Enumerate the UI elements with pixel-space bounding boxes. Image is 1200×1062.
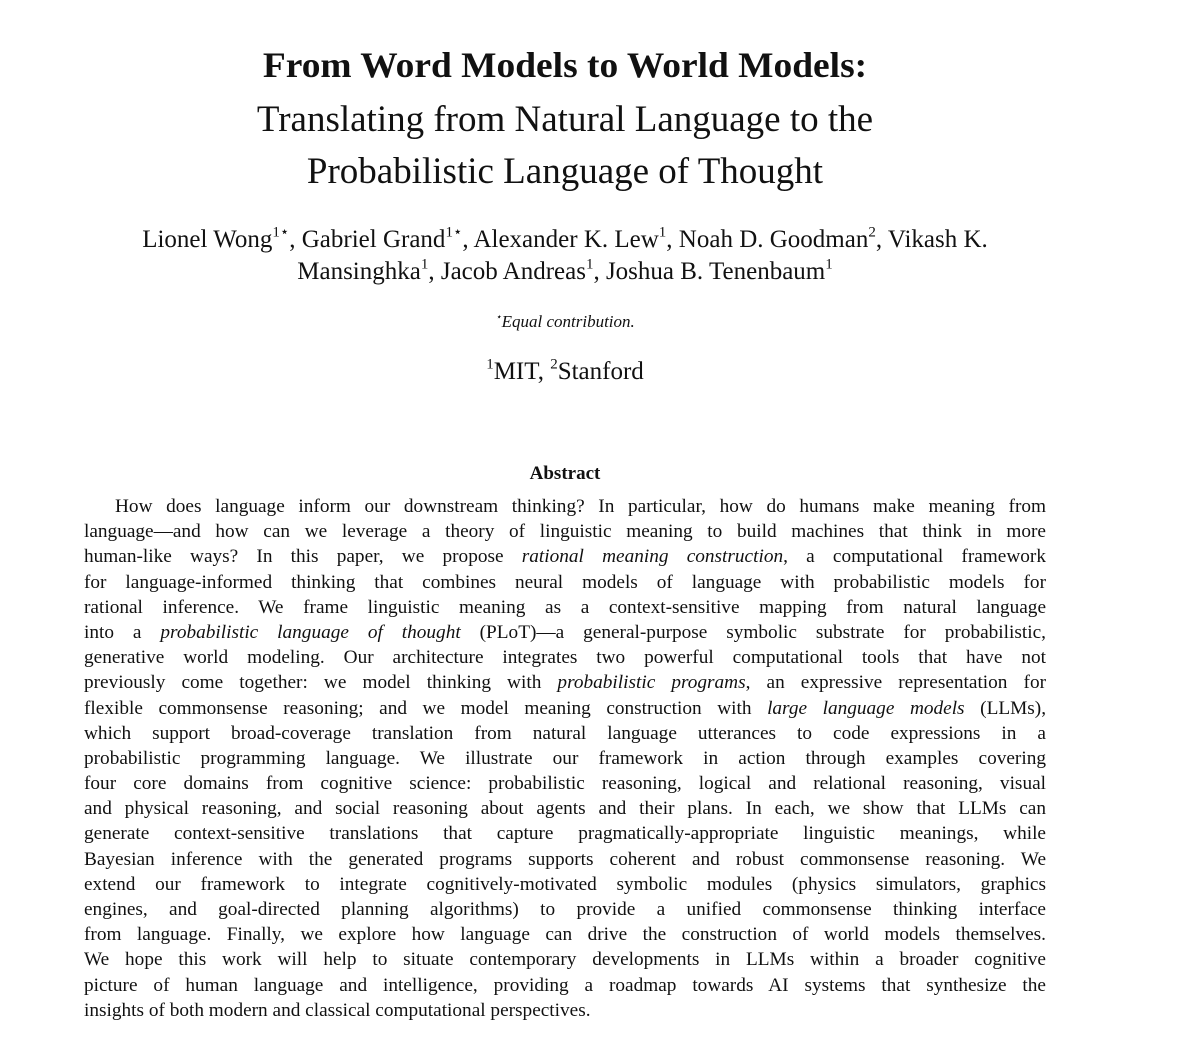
abstract-text: human-like ways? In this paper, we propose	[84, 546, 522, 568]
abstract-text: picture of human language and intelligence, providing a roadmap towards AI systems that synthesize the	[84, 974, 1046, 996]
abstract-text: Bayesian inference with the generated programs supports coherent and robust commonsense reasoning. We	[84, 848, 1046, 870]
authors-line-2: Mansinghka$^1$, Jacob Andreas$^1$, Joshua B. Tenenbaum$^1$	[297, 256, 833, 285]
abstract-text: flexible commonsense reasoning; and we model meaning construction with	[84, 697, 768, 719]
affiliation-mark: 1	[658, 224, 667, 241]
author-name: Alexander K. Lew	[473, 226, 659, 253]
emphasized-term: probabilistic programs	[557, 672, 746, 694]
abstract-text: insights of both modern and classical computational perspectives.	[84, 999, 591, 1021]
abstract-text: which support broad-coverage translation from natural language utterances to code expressions in a	[84, 722, 1046, 744]
abstract-line	[84, 922, 1046, 947]
abstract-line	[84, 696, 1046, 721]
affiliation-mark: 2	[550, 356, 558, 373]
abstract-line	[84, 796, 1046, 821]
abstract-text: generative world modeling. Our architecture integrates two powerful computational tools that have not	[84, 647, 1046, 669]
affiliation-mark: 1	[825, 256, 833, 273]
affiliation-mark: 1⋆	[272, 224, 290, 241]
abstract-text: extend our framework to integrate cognitively-motivated symbolic modules (physics simulators, graphics	[84, 873, 1046, 895]
affiliation-mark: 2	[868, 224, 876, 241]
abstract-text: previously come together: we model thinking with	[84, 672, 558, 694]
author-name: Mansinghka	[297, 258, 421, 285]
author-name: Noah D. Goodman	[678, 226, 869, 253]
author-name: Lionel Wong	[142, 226, 273, 253]
abstract-text: , an expressive representation for	[745, 672, 1047, 694]
abstract-line	[84, 847, 1046, 872]
abstract-text: engines, and goal-directed planning algorithms) to provide a unified commonsense thinking interface	[84, 899, 1046, 920]
abstract-line	[84, 595, 1046, 620]
abstract-text: (PLoT)—a general-purpose symbolic substrate for probabilistic,	[460, 621, 1046, 643]
star-mark: ⋆	[495, 311, 502, 323]
abstract-text: How does language inform our downstream thinking? In particular, how do humans make meaning from	[115, 496, 1046, 517]
abstract-text: language—and how can we leverage a theory of linguistic meaning to build machines that think in more	[84, 521, 1046, 543]
abstract-text: four core domains from cognitive science: probabilistic reasoning, logical and relational reasoning, visual	[84, 773, 1046, 795]
abstract-line	[84, 897, 1046, 922]
affiliation-name: MIT	[493, 358, 538, 385]
abstract-text: , a computational framework	[783, 546, 1046, 568]
emphasized-term: rational meaning construction	[521, 546, 784, 568]
abstract-line	[84, 519, 1046, 544]
abstract-line	[84, 872, 1046, 897]
author-name: Jacob Andreas	[440, 258, 586, 285]
abstract-text: from language. Finally, we explore how language can drive the construction of world models themselves.	[84, 924, 1046, 946]
abstract-line	[84, 620, 1046, 645]
affiliation-mark: 1	[585, 256, 594, 273]
paper-title: From Word Models to World Models:	[262, 45, 868, 85]
abstract-line	[84, 721, 1046, 746]
equal-contribution-text: Equal contribution.	[501, 312, 635, 331]
abstract-line	[84, 670, 1046, 695]
affiliation-mark: 1	[486, 356, 494, 373]
abstract-line	[84, 771, 1046, 796]
abstract-line	[84, 821, 1046, 846]
abstract-text: rational inference. We frame linguistic meaning as a context-sensitive mapping from natural language	[84, 596, 1046, 618]
abstract-line	[84, 544, 1046, 569]
abstract-text: probabilistic programming language. We illustrate our framework in action through examples covering	[84, 747, 1046, 769]
abstract-body	[84, 494, 1046, 1023]
affiliation-name: Stanford	[557, 358, 644, 385]
abstract-line	[84, 973, 1046, 998]
emphasized-term: probabilistic language of thought	[160, 621, 461, 643]
affiliations: $^1$MIT, $^2$Stanford	[486, 356, 644, 385]
emphasized-term: large language models	[767, 697, 965, 719]
affiliation-mark: 1	[420, 256, 429, 273]
abstract-line	[84, 570, 1046, 595]
abstract-text: (LLMs),	[964, 697, 1047, 719]
abstract-heading: Abstract	[529, 463, 601, 484]
equal-contribution-note	[0, 312, 1130, 332]
abstract-text: into a	[84, 621, 161, 643]
abstract-line	[84, 746, 1046, 771]
authors-line-1: Lionel Wong$^{1⋆}$, Gabriel Grand$^{1⋆}$, Alexander K. Lew$^1$, Noah D. Goodman$^2$, Vikash K.	[142, 224, 988, 253]
author-name: Gabriel Grand	[301, 226, 446, 253]
abstract-line	[84, 947, 1046, 972]
abstract-line	[84, 998, 1046, 1023]
abstract-line	[84, 494, 1046, 519]
author-name: Vikash K.	[887, 226, 988, 253]
affiliation-mark: 1⋆	[445, 224, 463, 241]
abstract-text: We hope this work will help to situate contemporary developments in LLMs within a broader cognitive	[84, 949, 1046, 971]
abstract-line	[84, 645, 1046, 670]
abstract-text: and physical reasoning, and social reasoning about agents and their plans. In each, we show that LLMs can	[84, 798, 1046, 820]
abstract-text: generate context-sensitive translations that capture pragmatically-appropriate linguistic meanings, while	[84, 823, 1046, 845]
abstract-text: for language-informed thinking that combines neural models of language with probabilistic models for	[84, 571, 1046, 593]
author-name: Joshua B. Tenenbaum	[605, 258, 826, 285]
paper-subtitle-line-2: Probabilistic Language of Thought	[306, 151, 824, 192]
paper-subtitle-line-1: Translating from Natural Language to the	[256, 99, 874, 140]
